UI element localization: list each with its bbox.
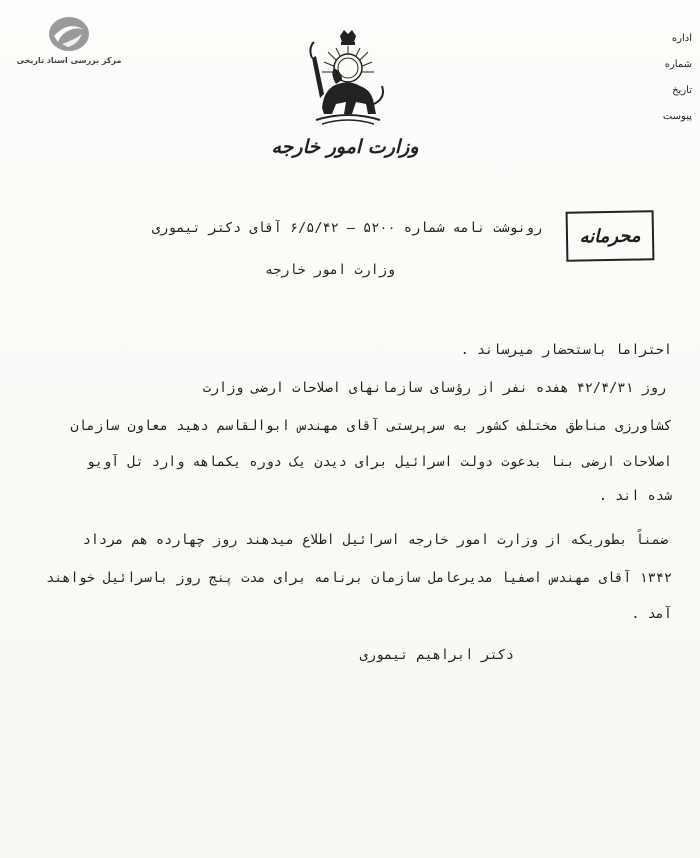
margin-label-office: اداره: [671, 33, 692, 44]
archive-watermark: [14, 14, 124, 70]
margin-labels: [652, 26, 692, 130]
paragraph-2-line-3: آمد .: [631, 606, 672, 622]
ministry-title: وزارت امور خارجه: [271, 136, 419, 158]
signature: دکتر ابراهیم تیموری: [359, 647, 514, 663]
margin-label-attachment: پیوست: [662, 111, 692, 122]
paragraph-1-line-1: روز ۴۲/۴/۳۱ هفده نفر از رؤسای سازمانهای اصلاحات ارضی وزارت: [202, 380, 666, 396]
margin-label-number: شماره: [664, 59, 692, 70]
confidential-stamp: محرمانه: [566, 210, 655, 262]
paragraph-1-line-2: کشاورزی مناطق مختلف کشور به سرپرستی آقای مهندس ابوالقاسم دهید معاون سازمان: [70, 418, 672, 434]
paragraph-1-line-3: اصلاحات ارضی بنا بدعوت دولت اسرائیل برای دیدن یک دوره یکماهه وارد تل آویو: [86, 454, 672, 470]
archive-logo-icon: [44, 14, 94, 54]
reference-line: رونوشت نامه شماره ۵۲۰۰ – ۶/۵/۴۲ آقای دکتر تیموری: [151, 220, 542, 236]
paragraph-2-line-1: ضمناً بطوریکه از وزارت امور خارجه اسرائیل اطلاع میدهند روز چهارده هم مرداد: [82, 532, 668, 548]
recipient-line: وزارت امور خارجه: [264, 262, 395, 278]
paragraph-1-line-4: شده اند .: [598, 488, 672, 504]
watermark-text: مرکز بررسی اسناد تاریخی: [16, 56, 122, 65]
greeting-line: احتراما باستحضار میرساند .: [460, 342, 672, 358]
paragraph-2-line-2: ۱۳۴۲ آقای مهندس اصفیا مدیرعامل سازمان برنامه برای مدت پنج روز باسرائیل خواهند: [46, 570, 672, 586]
margin-label-date: تاریخ: [672, 85, 692, 96]
lion-and-sun-emblem-icon: [302, 28, 394, 128]
